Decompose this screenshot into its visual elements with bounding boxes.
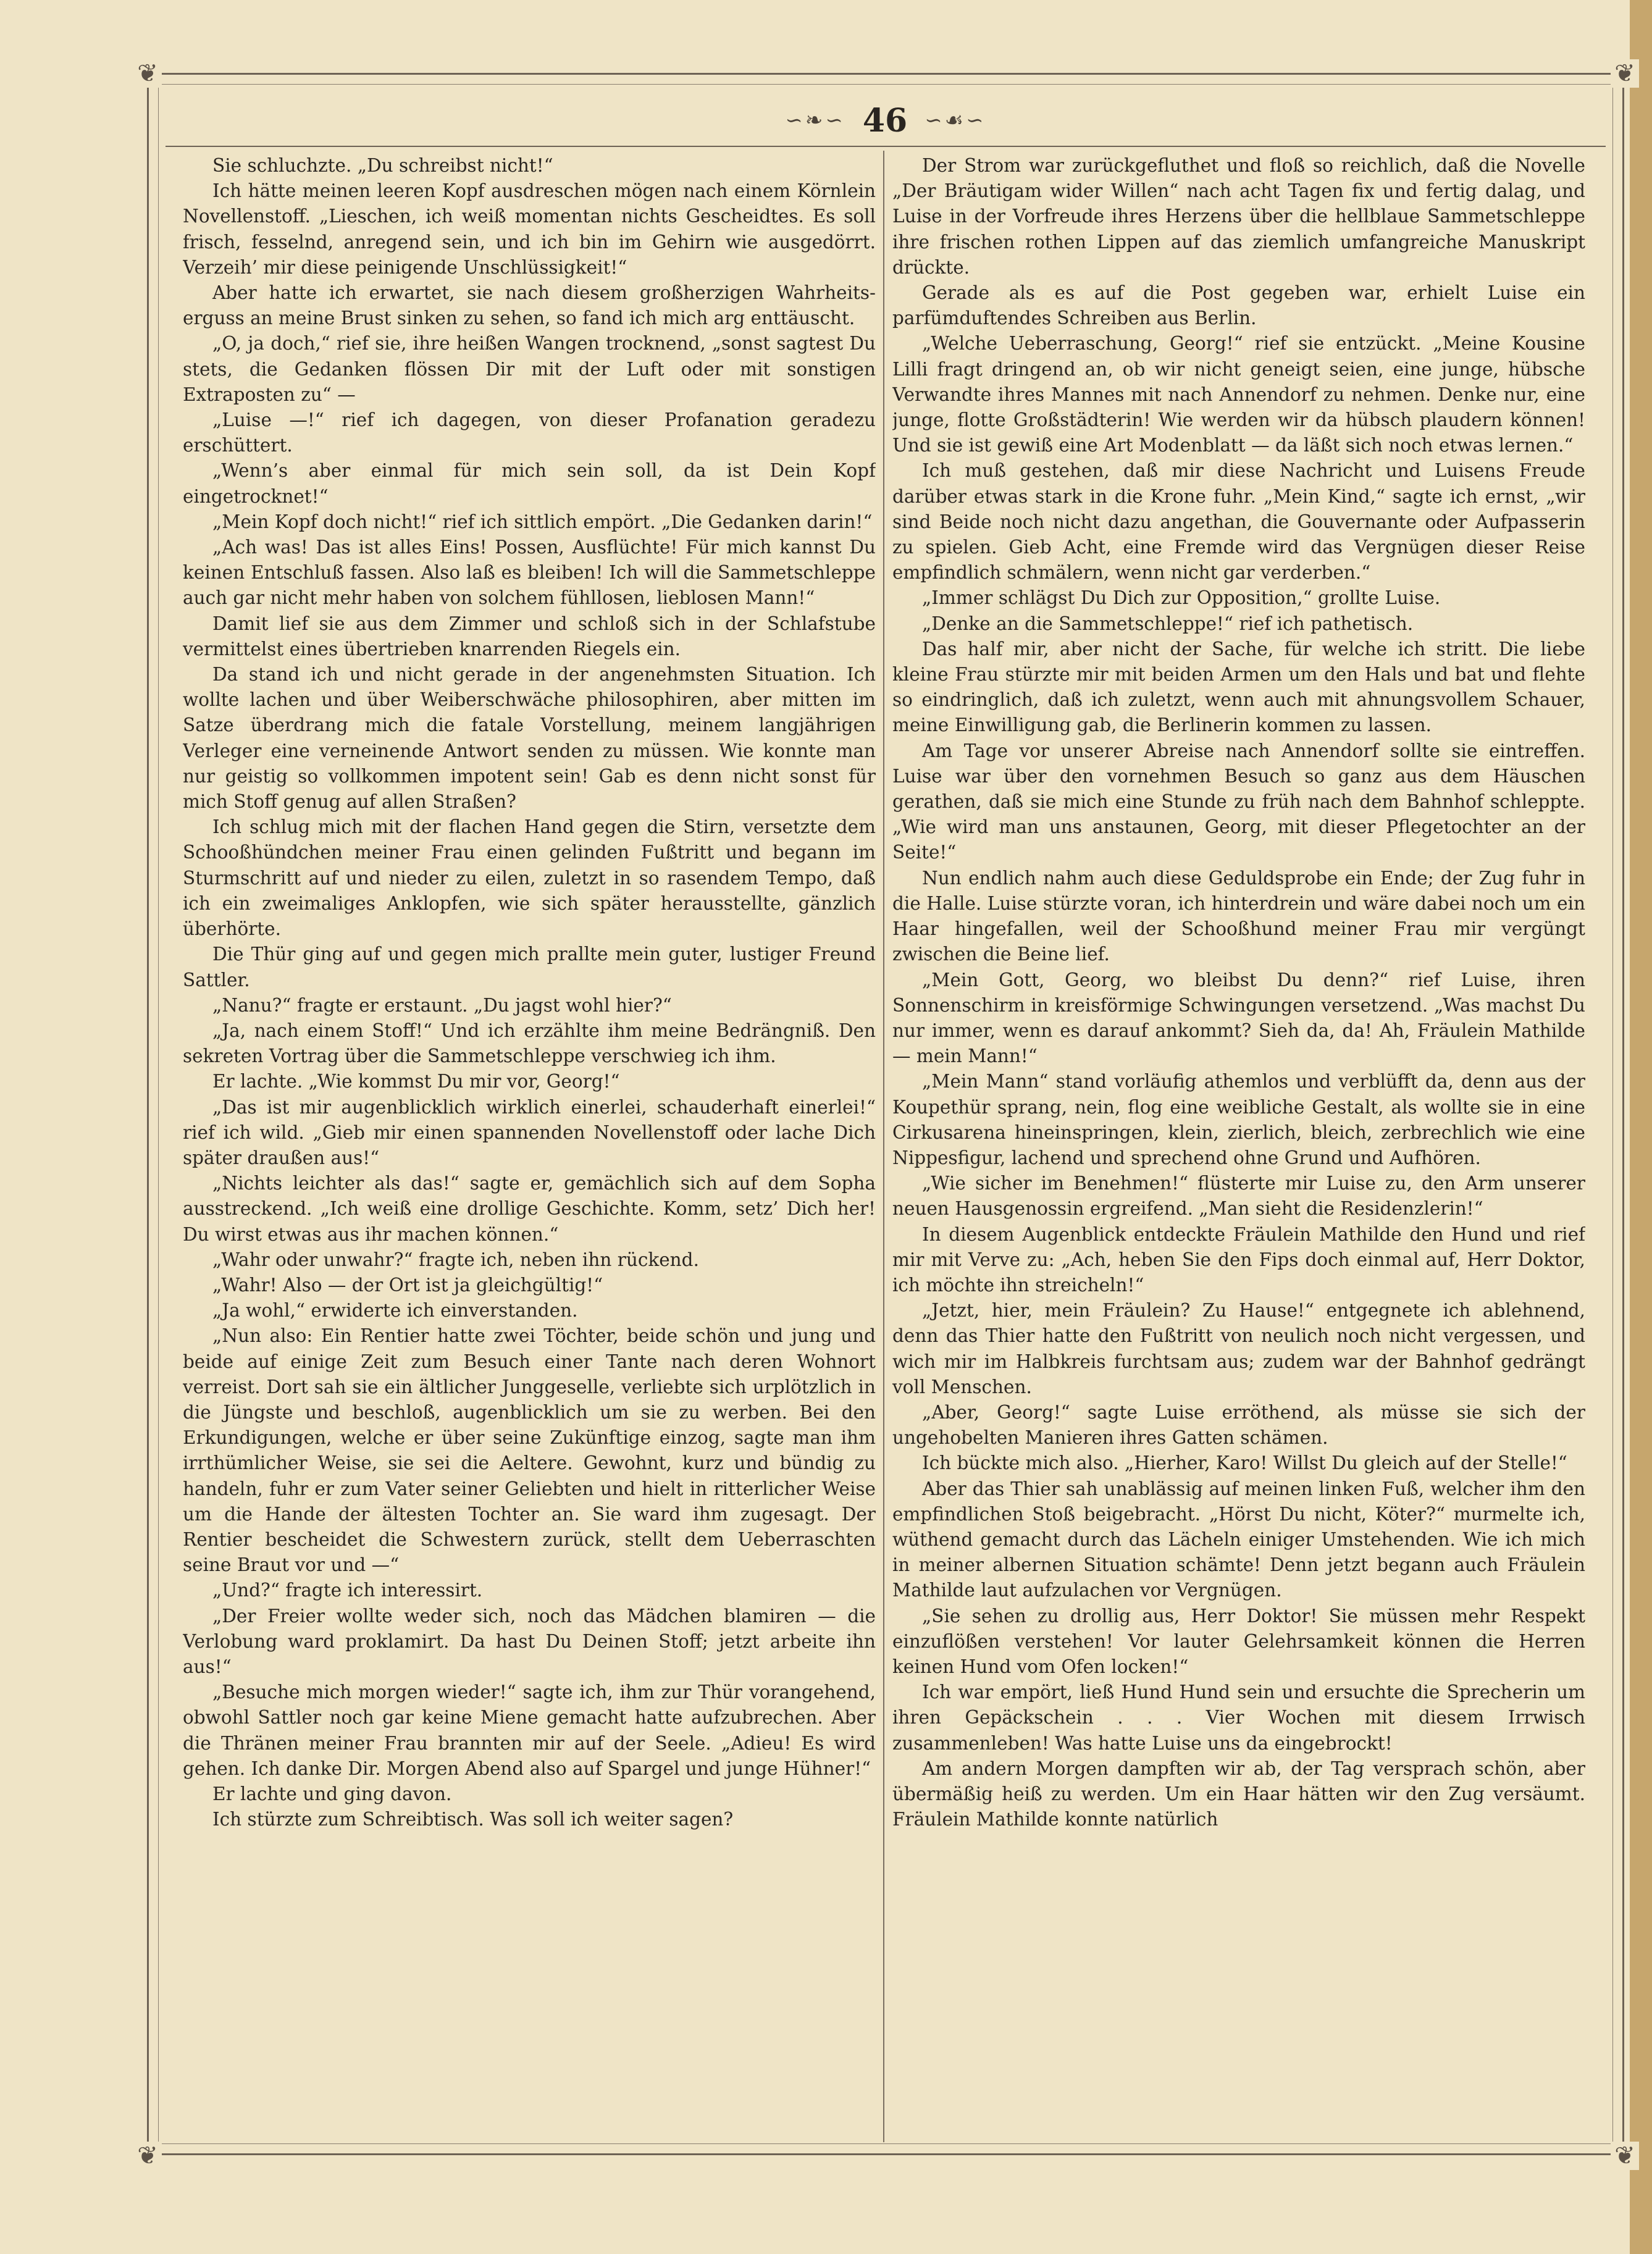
- text-column-right: [892, 153, 1585, 2139]
- paragraph: Sie schluchzte. „Du schreibst nicht!“: [212, 155, 553, 176]
- paragraph: Damit lief sie aus dem Zimmer und schloß sich in der Schlafstube vermittelst eines übertrieben knarrenden Riegels ein.: [183, 613, 876, 660]
- paragraph: „Wie sicher im Benehmen!“ flüsterte mir Luise zu, den Arm unserer neuen Hausgenossin ergreifend. „Man sieht die Residenzlerin!“: [892, 1173, 1585, 1220]
- paragraph: Ich stürzte zum Schreibtisch. Was soll ich weiter sagen?: [212, 1809, 734, 1830]
- paragraph: Am andern Morgen dampften wir ab, der Tag versprach schön, aber übermäßig heiß zu werden. Um ein Haar hätten wir den Zug versäumt. Fräulein Mathilde konnte natürlich: [892, 1758, 1585, 1830]
- paragraph: Ich bückte mich also. „Hierher, Karo! Willst Du gleich auf der Stelle!“: [922, 1452, 1567, 1474]
- paragraph: „Nichts leichter als das!“ sagte er, gemächlich sich auf dem Sopha ausstreckend. „Ich weiß eine drollige Geschichte. Komm, setz’ Dich her! Du wirst etwas aus ihr machen können.“: [183, 1173, 876, 1245]
- paragraph: Ich war empört, ließ Hund Hund sein und ersuchte die Sprecherin um ihren Gepäckschein . . . Vier Wochen mit diesem Irrwisch zusammenleben! Was hatte Luise uns da eingebrockt!: [892, 1682, 1585, 1754]
- paragraph: Am Tage vor unserer Abreise nach Annendorf sollte sie eintreffen. Luise war über den vornehmen Besuch so ganz aus dem Häuschen gerathen, daß sie mich eine Stunde zu früh nach dem Bahnhof schleppte. „Wie wird man uns anstaunen, Georg, mit dieser Pflegetochter an der Seite!“: [892, 740, 1585, 863]
- paragraph: „Luise —!“ rief ich dagegen, von dieser Profanation geradezu erschüttert.: [183, 409, 876, 456]
- paragraph: „Nun also: Ein Rentier hatte zwei Töchter, beide schön und jung und beide auf einige Zeit zum Besuch einer Tante nach deren Wohnort verreist. Dort sah sie ein ältlicher Junggeselle, verliebte sich urplötzlich in die Jüngste und beschloß, augenblicklich um sie zu werben. Bei den Erkundigungen, welche er über seine Zukünftige einzog, sagte man ihm irrthümlicher Weise, sie sei die Aeltere. Gewohnt, kurz und bündig zu handeln, fuhr er zum Vater seiner Geliebten und hielt in ritterlicher Weise um die Hande der ältesten Tochter an. Sie ward ihm zugesagt. Der Rentier bescheidet die Schwestern zurück, stellt dem Ueberraschten seine Braut vor und —“: [183, 1325, 876, 1576]
- corner-ornament-icon: ❦: [1611, 2142, 1639, 2170]
- paragraph: „Wenn’s aber einmal für mich sein soll, da ist Dein Kopf eingetrocknet!“: [183, 460, 876, 507]
- column-divider: [883, 151, 884, 2142]
- corner-ornament-icon: ❦: [133, 2142, 162, 2170]
- paragraph: Die Thür ging auf und gegen mich prallte mein guter, lustiger Freund Sattler.: [183, 944, 876, 991]
- page-header: [158, 93, 1613, 148]
- paragraph: Der Strom war zurückgefluthet und floß so reichlich, daß die Novelle „Der Bräutigam wider Willen“ nach acht Tagen fix und fertig dalag, und Luise in der Vorfreude ihres Herzens über die hellblaue Sammetschleppe ihre frischen rothen Lippen auf das ziemlich umfangreiche Manuskript drückte.: [892, 155, 1585, 278]
- paragraph: „Der Freier wollte weder sich, noch das Mädchen blamiren — die Verlobung ward proklamirt. Da hast Du Deinen Stoff; jetzt arbeite ihn aus!“: [183, 1605, 876, 1677]
- paragraph: „Welche Ueberraschung, Georg!“ rief sie entzückt. „Meine Kousine Lilli fragt dringend an, ob wir nicht geneigt seien, eine junge, hübsche Verwandte ihres Mannes mit nach Annendorf zu nehmen. Denke nur, eine junge, flotte Großstädterin! Wie werden wir da hübsch plaudern können! Und sie ist gewiß eine Art Modenblatt — da läßt sich noch etwas lernen.“: [892, 333, 1585, 456]
- paragraph: „Nanu?“ fragte er erstaunt. „Du jagst wohl hier?“: [212, 994, 672, 1016]
- corner-ornament-icon: ❦: [1611, 59, 1639, 88]
- corner-ornament-icon: ❦: [133, 59, 162, 88]
- paragraph: „Ja, nach einem Stoff!“ Und ich erzählte ihm meine Bedrängniß. Den sekreten Vortrag über die Sammetschleppe verschwieg ich ihm.: [183, 1020, 876, 1067]
- paragraph: „Immer schlägst Du Dich zur Opposition,“ grollte Luise.: [922, 587, 1441, 609]
- paragraph: „Das ist mir augenblicklich wirklich einerlei, schauderhaft einerlei!“ rief ich wild. „Gieb mir einen spannenden Novellenstoff oder lache Dich später draußen aus!“: [183, 1096, 876, 1168]
- paragraph: In diesem Augenblick entdeckte Fräulein Mathilde den Hund und rief mir mit Verve zu: „Ach, heben Sie den Fips doch einmal auf, Herr Doktor, ich möchte ihn streicheln!“: [892, 1223, 1585, 1296]
- paragraph: „Wahr! Also — der Ort ist ja gleichgültig!“: [212, 1274, 603, 1296]
- header-rule: [166, 146, 1606, 147]
- paragraph: „Denke an die Sammetschleppe!“ rief ich pathetisch.: [922, 613, 1414, 634]
- paragraph: „Wahr oder unwahr?“ fragte ich, neben ihn rückend.: [212, 1249, 699, 1270]
- paragraph: Aber hatte ich erwartet, sie nach diesem großherzigen Wahrheitserguss an meine Brust sinken zu sehen, so fand ich mich arg enttäuscht.: [183, 282, 876, 329]
- paragraph: Aber das Thier sah unablässig auf meinen linken Fuß, welcher ihm den empfindlichen Stoß beigebracht. „Hörst Du nicht, Köter?“ murmelte ich, wüthend gemacht durch das Lächeln einiger Umstehenden. Wie ich mich in meiner albernen Situation schämte! Denn jetzt begann auch Fräulein Mathilde laut aufzulachen vor Vergnügen.: [892, 1478, 1585, 1601]
- paragraph: „Ach was! Das ist alles Eins! Possen, Ausflüchte! Für mich kannst Du keinen Entschluß fassen. Also laß es bleiben! Ich will die Sammetschleppe auch gar nicht mehr haben von solchem fühllosen, lieblosen Mann!“: [183, 537, 876, 609]
- paragraph: „Und?“ fragte ich interessirt.: [212, 1580, 483, 1601]
- paragraph: Ich schlug mich mit der flachen Hand gegen die Stirn, versetzte dem Schooßhündchen meiner Frau einen gelinden Fußtritt und begann im Sturmschritt auf und nieder zu eilen, zuletzt in so rasendem Tempo, daß ich ein zweimaliges Anklopfen, wie sich später herausstellte, gänzlich überhörte.: [183, 816, 876, 940]
- paragraph: Das half mir, aber nicht der Sache, für welche ich stritt. Die liebe kleine Frau stürzte mir mit beiden Armen um den Hals und bat und flehte so eindringlich, daß ich zuletzt, wenn auch mit ahnungsvollem Schauer, meine Einwilligung gab, die Berlinerin kommen zu lassen.: [892, 638, 1585, 736]
- text-column-left: [183, 153, 876, 2139]
- paragraph: „Sie sehen zu drollig aus, Herr Doktor! Sie müssen mehr Respekt einzuflößen verstehen! Vor lauter Gelehrsamkeit können die Herren keinen Hund vom Ofen locken!“: [892, 1605, 1585, 1677]
- paragraph: Nun endlich nahm auch diese Geduldsprobe ein Ende; der Zug fuhr in die Halle. Luise stürzte voran, ich hinterdrein und wäre dabei noch um ein Haar hingefallen, weil der Schooßhund meiner Frau mir vergüngt zwischen die Beine lief.: [892, 867, 1585, 965]
- paragraph: „Jetzt, hier, mein Fräulein? Zu Hause!“ entgegnete ich ablehnend, denn das Thier hatte den Fußtritt von neulich noch nicht vergessen, und wich mir im Halbkreis furchtsam aus; zudem war der Bahnhof gedrängt voll Menschen.: [892, 1300, 1585, 1397]
- paper-edge: [1630, 0, 1652, 2254]
- paragraph: „Mein Gott, Georg, wo bleibst Du denn?“ rief Luise, ihren Sonnenschirm in kreisförmige Schwingungen versetzend. „Was machst Du nur immer, wenn es darauf ankommt? Sieh da, da! Ah, Fräulein Mathilde — mein Mann!“: [892, 969, 1585, 1067]
- header-ornament-right-icon: ∽☙∽: [925, 108, 986, 133]
- paragraph: „Aber, Georg!“ sagte Luise erröthend, als müsse sie sich der ungehobelten Manieren ihres Gatten schämen.: [892, 1401, 1585, 1449]
- page-number: 46: [862, 101, 908, 140]
- header-ornament-left-icon: ∽❧∽: [785, 108, 845, 133]
- paragraph: Ich hätte meinen leeren Kopf ausdreschen mögen nach einem Körnlein Novellenstoff. „Lieschen, ich weiß momentan nichts Gescheidtes. Es soll frisch, fesselnd, anregend sein, und ich bin im Gehirn wie ausgedörrt. Verzeih’ mir diese peinigende Unschlüssigkeit!“: [183, 180, 876, 278]
- paragraph: „Besuche mich morgen wieder!“ sagte ich, ihm zur Thür vorangehend, obwohl Sattler noch gar keine Miene gemacht hatte aufzubrechen. Aber die Thränen meiner Frau brannten mir auf der Seele. „Adieu! Es wird gehen. Ich danke Dir. Morgen Abend also auf Spargel und junge Hühner!“: [183, 1682, 876, 1779]
- paragraph: „Mein Kopf doch nicht!“ rief ich sittlich empört. „Die Gedanken darin!“: [212, 511, 873, 532]
- paragraph: Ich muß gestehen, daß mir diese Nachricht und Luisens Freude darüber etwas stark in die Krone fuhr. „Mein Kind,“ sagte ich ernst, „wir sind Beide noch nicht dazu angethan, die Gouvernante oder Aufpasserin zu spielen. Gieb Acht, eine Fremde wird das Vergnügen dieser Reise empfindlich schmälern, wenn nicht gar verderben.“: [892, 460, 1585, 584]
- paragraph: „Ja wohl,“ erwiderte ich einverstanden.: [212, 1300, 578, 1322]
- paragraph: „O, ja doch,“ rief sie, ihre heißen Wangen trocknend, „sonst sagtest Du stets, die Gedanken flössen Dir mit der Luft oder mit sonstigen Extraposten zu“ —: [183, 333, 876, 405]
- paragraph: Er lachte. „Wie kommst Du mir vor, Georg!“: [212, 1071, 620, 1092]
- paragraph: Er lachte und ging davon.: [212, 1783, 452, 1804]
- paragraph: Da stand ich und nicht gerade in der angenehmsten Situation. Ich wollte lachen und über Weiberschwäche philosophiren, aber mitten im Satze überdrang mich die fatale Vorstellung, meinem langjährigen Verleger eine verneinende Antwort senden zu müssen. Wie konnte man nur geistig so vollkommen impotent sein! Gab es denn nicht sonst für mich Stoff genug auf allen Straßen?: [183, 664, 876, 813]
- paragraph: Gerade als es auf die Post gegeben war, erhielt Luise ein parfümduftendes Schreiben aus Berlin.: [892, 282, 1585, 329]
- paragraph: „Mein Mann“ stand vorläufig athemlos und verblüfft da, denn aus der Koupethür sprang, nein, flog eine weibliche Gestalt, als wollte sie in eine Cirkusarena hineinspringen, klein, zierlich, bleich, zerbrechlich wie eine Nippesfigur, lachend und sprechend ohne Grund und Aufhören.: [892, 1071, 1585, 1168]
